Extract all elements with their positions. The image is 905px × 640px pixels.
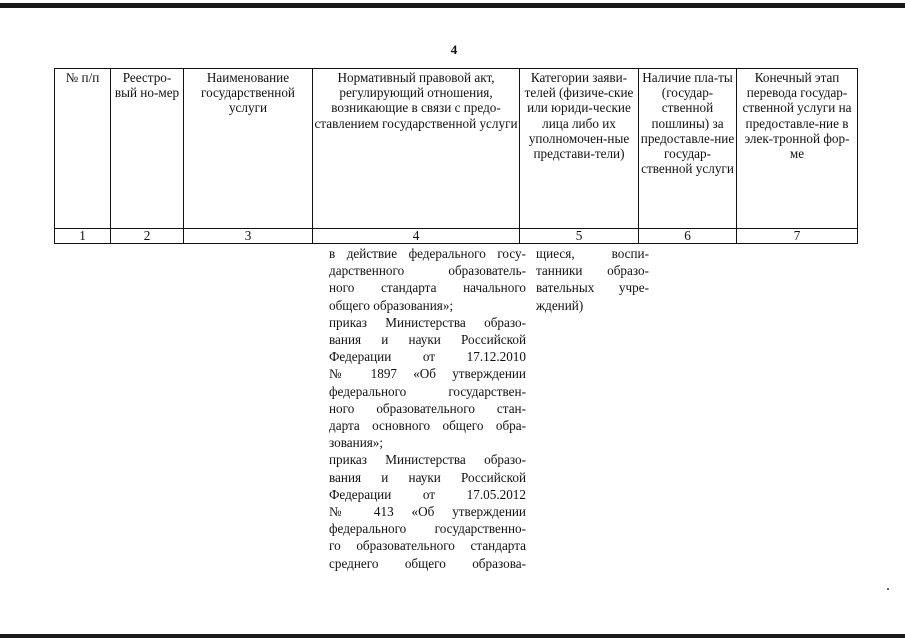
text-line: федерального государственно- xyxy=(329,521,526,537)
text-line: приказ Министерства образо- xyxy=(329,452,526,468)
text-line: ждений) xyxy=(536,297,584,313)
column-number-row xyxy=(55,229,858,244)
text-line: дарта основного общего обра- xyxy=(329,418,526,434)
top-border-rule xyxy=(0,3,905,8)
column-number: 7 xyxy=(737,229,858,244)
text-line: приказ Министерства образо- xyxy=(329,314,526,330)
column-number: 2 xyxy=(111,229,184,244)
applicant-categories-continuation xyxy=(536,245,649,314)
header-legal-act: Нормативный правовой акт, регулирующий отношения, возникающие в связи с предо-ставлением государственной услуги xyxy=(313,69,520,229)
header-final-stage: Конечный этап перевода государ-ственной услуги на предоставле-ние в элек-тронной фор-ме xyxy=(737,69,858,229)
text-line: в действие федерального госу- xyxy=(329,246,526,261)
header-row xyxy=(55,69,858,229)
text-line: среднего общего образова- xyxy=(329,555,526,571)
header-service-name: Наименование государственной услуги xyxy=(184,69,313,229)
header-registry-number: Реестро-вый но-мер xyxy=(111,69,184,229)
text-line: дарственного образователь- xyxy=(329,263,526,279)
text-line: федерального государствен- xyxy=(329,383,526,399)
bottom-border-rule xyxy=(0,634,905,638)
text-line: танники образо- xyxy=(536,263,649,279)
text-line: вания и науки Российской xyxy=(329,332,526,348)
text-line: зования»; xyxy=(329,435,384,451)
services-table xyxy=(54,68,858,244)
text-line: ного стандарта начального xyxy=(329,280,526,296)
text-line: ного образовательного стан- xyxy=(329,400,526,416)
header-number: № п/п xyxy=(55,69,111,229)
text-line: вания и науки Российской xyxy=(329,469,526,485)
page-number: 4 xyxy=(450,42,458,57)
column-number: 3 xyxy=(184,229,313,244)
column-number: 6 xyxy=(639,229,737,244)
column-number: 4 xyxy=(313,229,520,244)
text-line: го образовательного стандарта xyxy=(329,538,526,554)
scan-speck xyxy=(887,588,889,590)
text-line: общего образования»; xyxy=(329,297,454,313)
text-line: вательных учре- xyxy=(536,280,649,296)
text-line: Федерации от 17.12.2010 xyxy=(329,349,526,365)
header-fee: Наличие пла-ты (государ-ственной пошлины) за предоставле-ние государ-ственной услуги xyxy=(639,69,737,229)
header-applicant-categories: Категории заяви-телей (физиче-ские или юриди-ческие лица либо их уполномочен-ные представи-тели) xyxy=(520,69,639,229)
text-line: Федерации от 17.05.2012 xyxy=(329,486,526,502)
legal-act-continuation xyxy=(329,245,526,572)
text-line: № 1897 «Об утверждении xyxy=(329,366,526,382)
column-number: 1 xyxy=(55,229,111,244)
text-line: № 413 «Об утверждении xyxy=(329,504,526,520)
column-number: 5 xyxy=(520,229,639,244)
text-line: щиеся, воспи- xyxy=(536,246,649,261)
